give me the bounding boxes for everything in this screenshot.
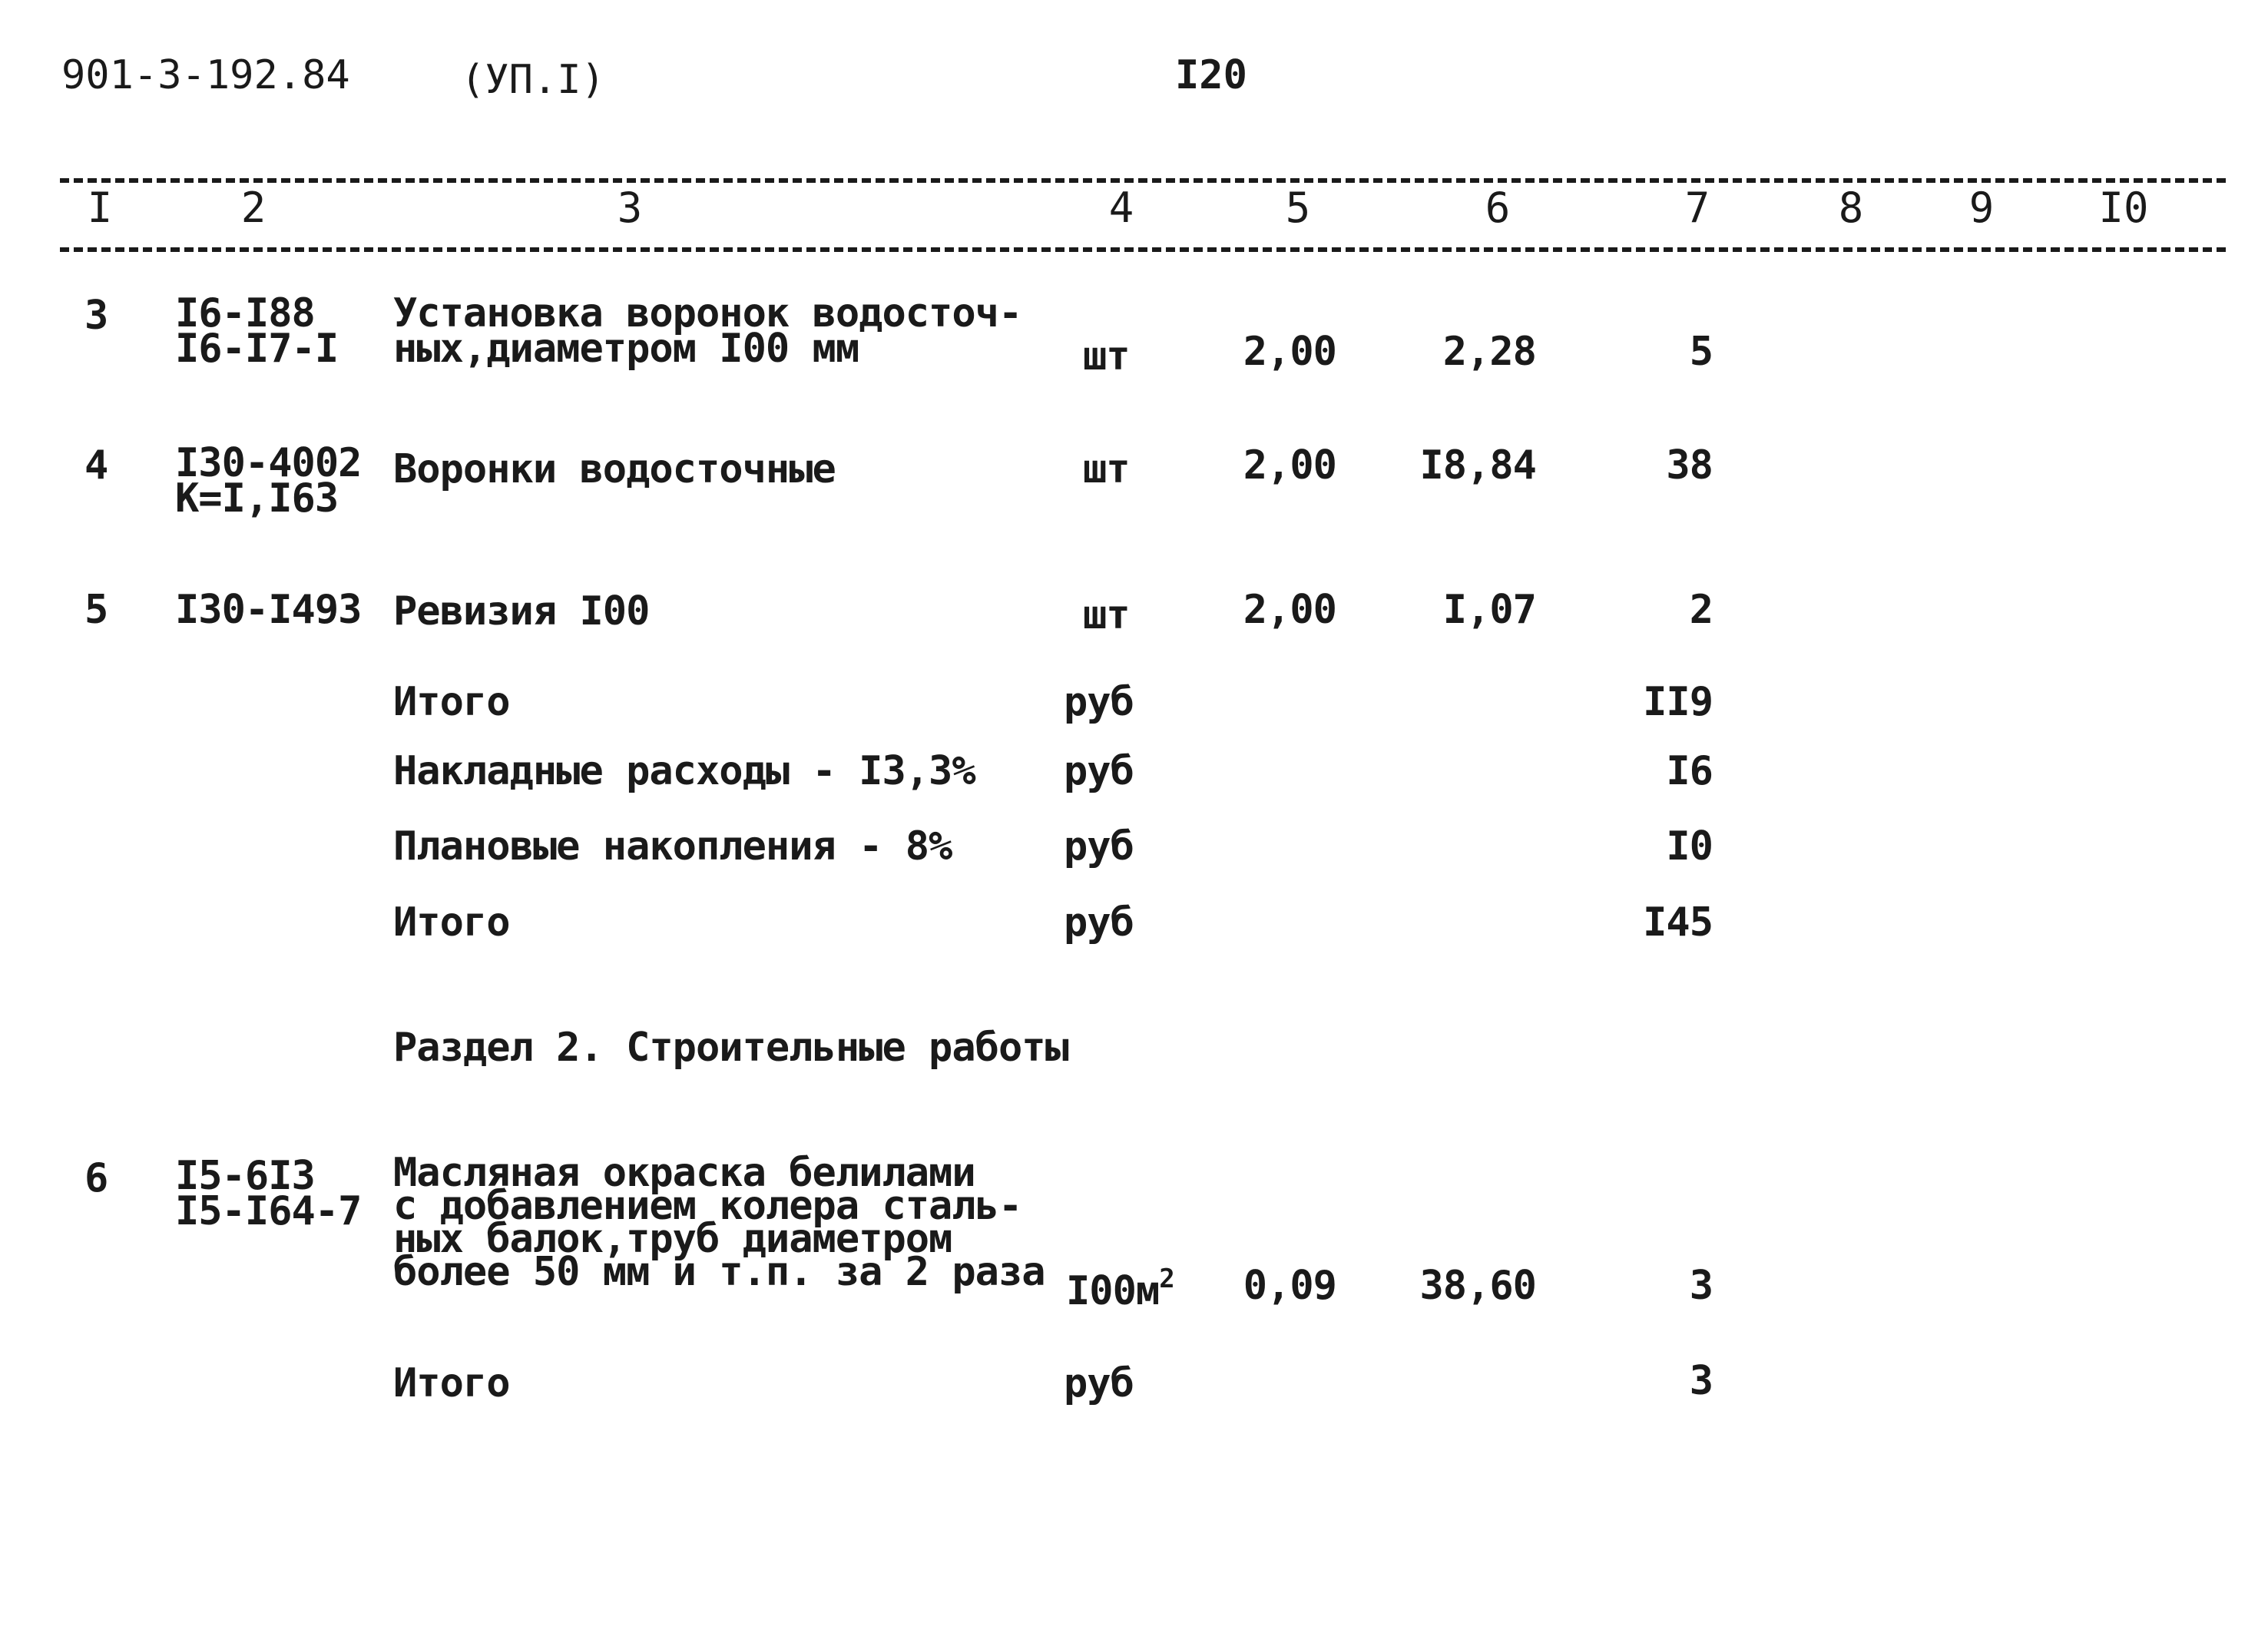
summary-label: Плановые накопления - 8% — [393, 823, 952, 869]
col-number-5: 5 — [1285, 184, 1311, 232]
row-unit-price: 38,60 — [1419, 1263, 1536, 1309]
col-number-1: I — [87, 184, 113, 232]
header-top-rule — [60, 178, 2226, 183]
summary-total: II9 — [1643, 679, 1713, 725]
row-quantity: 0,09 — [1243, 1263, 1336, 1309]
header-bottom-rule — [60, 247, 2226, 252]
summary-label: Накладные расходы - I3,3% — [393, 748, 975, 794]
summary-label: Итого — [393, 899, 510, 946]
col-number-9: 9 — [1968, 184, 1995, 232]
row-total: 5 — [1689, 329, 1713, 375]
col-number-4: 4 — [1108, 184, 1134, 232]
summary-total: I6 — [1666, 748, 1713, 794]
row-total: 3 — [1689, 1263, 1713, 1309]
row-total: 2 — [1689, 587, 1713, 633]
row-code: I6-I88 I6-I7-I — [175, 290, 339, 372]
row-quantity: 2,00 — [1243, 329, 1336, 375]
row-unit-superscript: 2 — [1159, 1264, 1174, 1294]
section-title: Раздел 2. Строительные работы — [393, 1025, 1068, 1071]
row-code: I5-6I3 I5-I64-7 — [175, 1153, 362, 1234]
col-number-3: 3 — [617, 184, 643, 232]
summary-total: I45 — [1643, 899, 1713, 946]
row-description: Воронки водосточные — [393, 446, 836, 492]
row-number: 5 — [84, 587, 108, 633]
row-number: 4 — [84, 442, 108, 489]
row-unit-price: I,07 — [1442, 587, 1536, 633]
row-unit: шт — [1083, 333, 1130, 379]
row-description: Ревизия I00 — [393, 588, 650, 634]
row-unit — [1066, 1264, 1174, 1314]
row-unit-price: I8,84 — [1419, 442, 1536, 489]
col-number-10: I0 — [2098, 184, 2149, 232]
row-quantity: 2,00 — [1243, 587, 1336, 633]
summary-total: 3 — [1689, 1358, 1713, 1404]
summary-label: Итого — [393, 679, 510, 725]
row-unit-text: I00м — [1066, 1268, 1160, 1314]
summary-unit: руб — [1064, 1360, 1134, 1406]
col-number-6: 6 — [1485, 184, 1511, 232]
row-unit: шт — [1083, 446, 1130, 492]
row-quantity: 2,00 — [1243, 442, 1336, 489]
col-number-2: 2 — [240, 184, 267, 232]
summary-unit: руб — [1064, 679, 1134, 725]
row-unit: шт — [1083, 592, 1130, 638]
row-description: Масляная окраска белилами с добавлением колера сталь- ных балок,труб диаметром более 50 мм и т.п. за 2 раза — [393, 1150, 1045, 1295]
col-number-8: 8 — [1838, 184, 1864, 232]
row-code: I30-4002 К=I,I63 — [175, 440, 362, 522]
row-total: 38 — [1666, 442, 1713, 489]
document-code: 901-3-192.84 — [61, 52, 350, 98]
row-unit-price: 2,28 — [1442, 329, 1536, 375]
summary-unit: руб — [1064, 748, 1134, 794]
col-number-7: 7 — [1684, 184, 1710, 232]
page-number: I20 — [1175, 52, 1247, 98]
row-number: 6 — [84, 1155, 108, 1201]
summary-unit: руб — [1064, 899, 1134, 946]
summary-unit: руб — [1064, 823, 1134, 869]
row-number: 3 — [84, 293, 108, 339]
album-reference: (УП.I) — [461, 57, 605, 103]
summary-label: Итого — [393, 1360, 510, 1406]
row-description: Установка воронок водосточ- ных,диаметром I00 мм — [393, 290, 1022, 372]
row-code: I30-I493 — [175, 587, 362, 633]
summary-total: I0 — [1666, 823, 1713, 869]
